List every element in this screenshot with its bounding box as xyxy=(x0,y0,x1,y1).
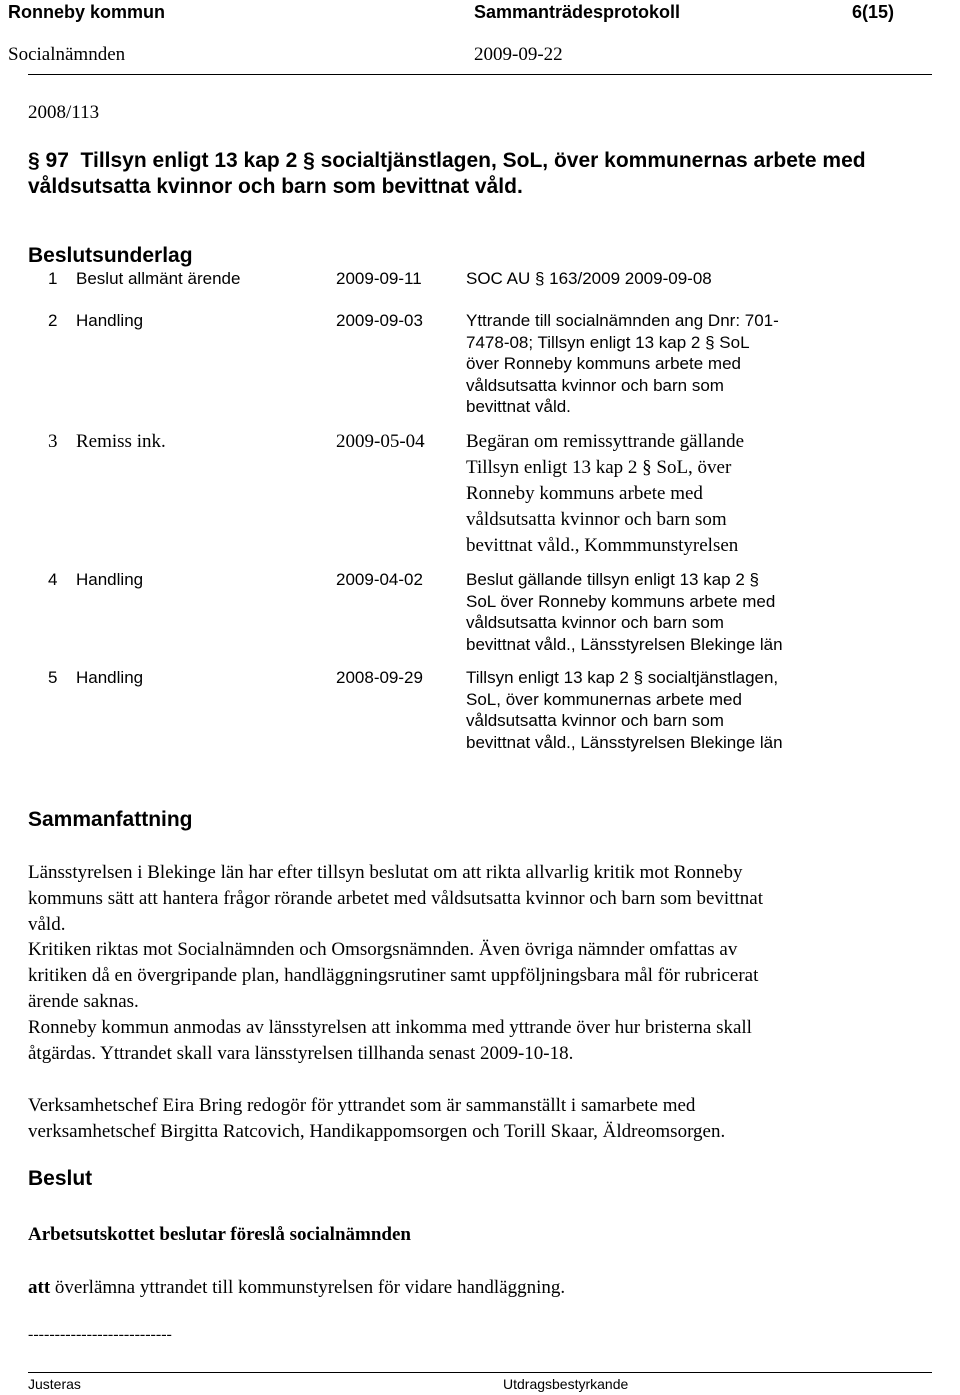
section-number: § 97 xyxy=(28,149,69,172)
summary-paragraph-2: Verksamhetschef Eira Bring redogör för yttrandet som är sammanställt i samarbete med verksamhetschef Birgitta Ratcovich, Handikappomsorgen och Torill Skaar, Äldreomsorgen. xyxy=(28,1095,726,1142)
document-type: Sammanträdesprotokoll xyxy=(474,2,681,22)
meeting-date: 2009-09-22 xyxy=(474,44,563,65)
case-number: 2008/113 xyxy=(28,102,100,123)
beslut-heading: Beslut xyxy=(28,1167,93,1190)
beslut-subheading: Arbetsutskottet beslutar föreslå socialnämnden xyxy=(28,1224,411,1245)
section-title xyxy=(28,148,866,200)
footer-justeras: Justeras xyxy=(28,1376,81,1392)
section-title-line-2: våldsutsatta kvinnor och barn som bevittnat våld. xyxy=(28,175,523,198)
committee-name: Socialnämnden xyxy=(8,44,126,65)
section-title-line-1: § 97 Tillsyn enligt 13 kap 2 § socialtjänstlagen, SoL, över kommunernas arbete med xyxy=(28,149,866,172)
beslutsunderlag-heading: Beslutsunderlag xyxy=(28,244,193,267)
sammanfattning-heading: Sammanfattning xyxy=(28,808,193,831)
summary-paragraph: Länsstyrelsen i Blekinge län har efter tillsyn beslutat om att rikta allvarlig kritik mot Ronneby kommuns sätt att hantera frågor rörande arbetet med våldsutsatta kvinnor och barn som bevittnat våld. Kritiken riktas mot Socialnämnden och Omsorgsnämnden. Även övriga nämnder omfattas av kritiken då en övergripande plan, handläggningsrutiner samt uppföljningsbara mål för rubricerat ärende saknas. Ronneby kommun anmodas av länsstyrelsen att inkomma med yttrande över hur bristerna skall åtgärdas. Yttrandet skall vara länsstyrelsen tillhanda senast 2009-10-18. xyxy=(28,862,763,1064)
footer-utdragsbestyrkande: Utdragsbestyrkande xyxy=(503,1376,629,1392)
dash-separator: --------------------------- xyxy=(28,1326,172,1343)
beslut-text: att överlämna yttrandet till kommunstyrelsen för vidare handläggning. xyxy=(28,1277,566,1298)
header-rule xyxy=(28,74,932,75)
page-number: 6(15) xyxy=(852,2,895,22)
footer-rule xyxy=(28,1372,932,1373)
municipality-name: Ronneby kommun xyxy=(8,2,166,22)
